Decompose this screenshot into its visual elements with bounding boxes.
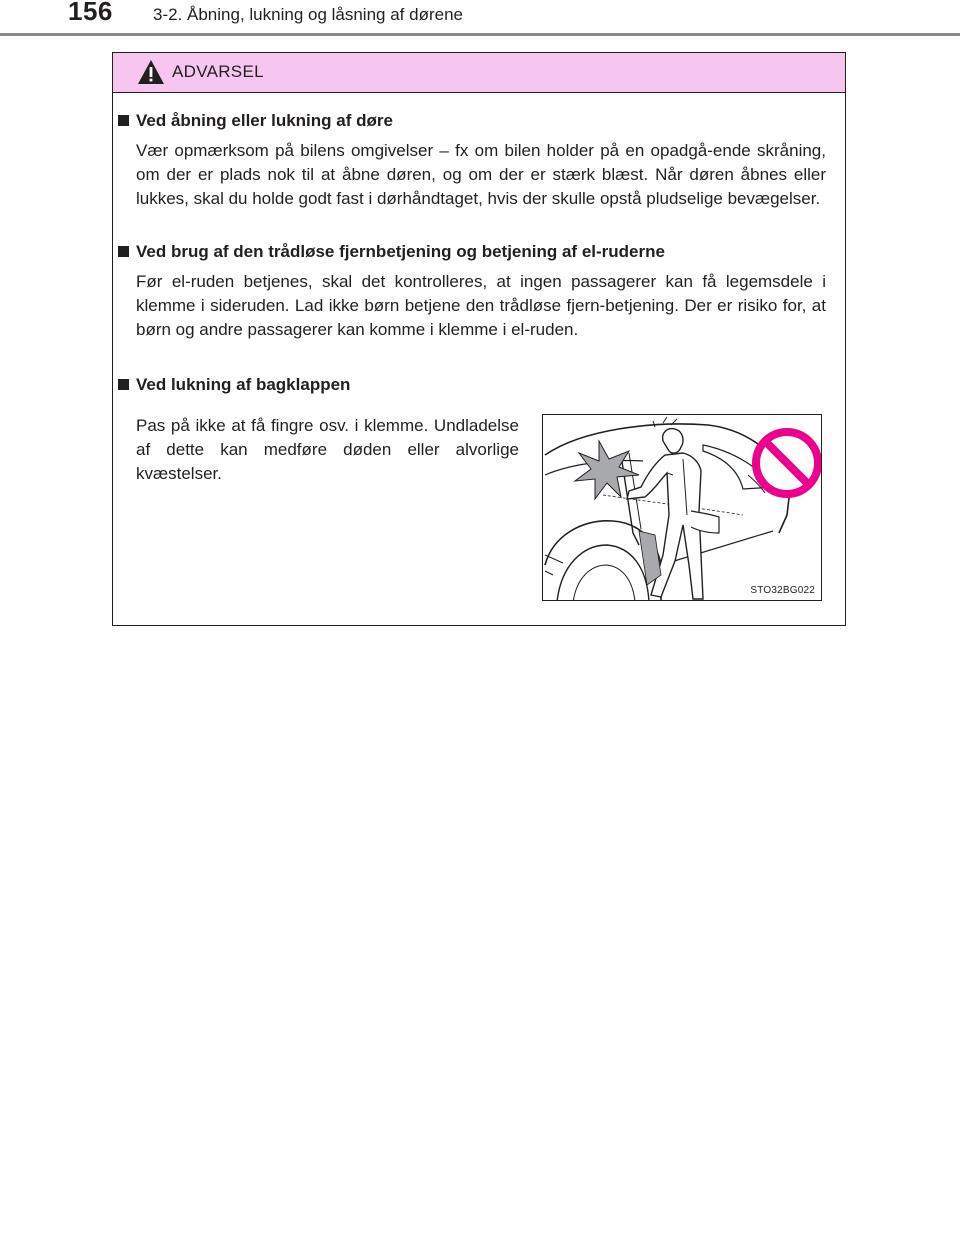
item-text-remote: Før el-ruden betjenes, skal det kontrolleres, at ingen passagerer kan få legemsdele i klemme i sideruden. Lad ikke børn betjene den trådløse fjern-betjening. Der er risiko for, at børn og andre passagerer kan komme i klemme i el-ruden. — [136, 272, 826, 339]
header-divider — [0, 33, 960, 36]
item-heading-door: Ved åbning eller lukning af døre — [113, 111, 393, 131]
item-text-tailgate: Pas på ikke at få fingre osv. i klemme. Undladelse af dette kan medføre døden eller alvorlige kvæstelser. — [136, 416, 519, 483]
bullet-square-icon — [118, 246, 129, 257]
warning-header — [113, 53, 845, 93]
bullet-square-icon — [118, 379, 129, 390]
prohibition-icon — [756, 432, 818, 494]
warning-label: ADVARSEL — [172, 62, 264, 81]
car-tailgate-drawing — [543, 415, 822, 601]
item-heading-remote: Ved brug af den trådløse fjernbetjening og betjening af el-ruderne — [113, 242, 665, 262]
bullet-square-icon — [118, 115, 129, 126]
item-text-door: Vær opmærksom på bilens omgivelser – fx om bilen holder på en opadgå-ende skråning, om der er plads nok til at åbne døren, og om der er stærk blæst. Når døren åbnes eller lukkes, skal du holde godt fast i dørhåndtaget, hvis der skulle opstå pludselige bevægelser. — [136, 141, 826, 208]
tailgate-illustration — [542, 414, 822, 601]
item-heading-tailgate: Ved lukning af bagklappen — [113, 375, 350, 395]
page-header — [0, 0, 960, 40]
warning-triangle-icon — [137, 59, 165, 85]
page-number: 156 — [68, 0, 113, 26]
figure-code: STO32BG022 — [750, 585, 815, 596]
warning-box — [112, 52, 846, 626]
section-title: 3-2. Åbning, lukning og låsning af dørene — [153, 5, 463, 24]
